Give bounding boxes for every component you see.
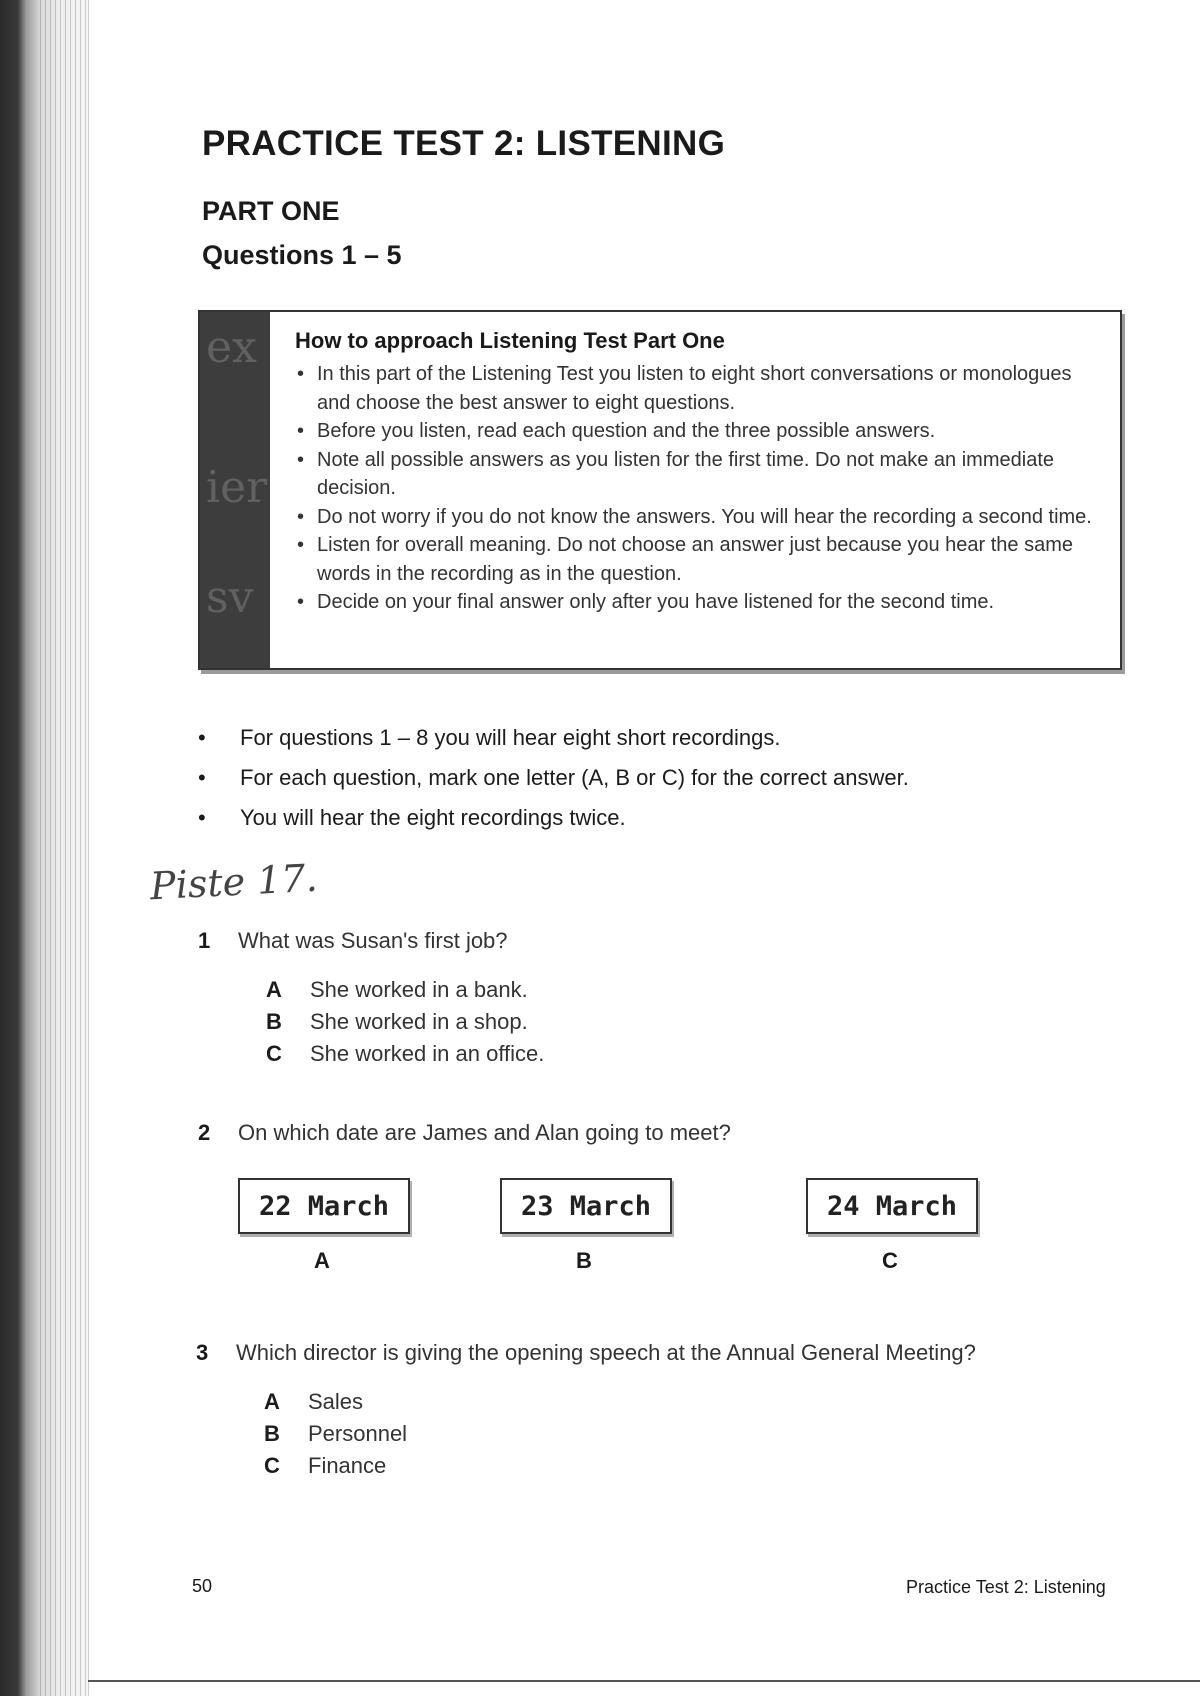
option-letter: C <box>264 1453 280 1478</box>
option-letter: A <box>266 977 282 1002</box>
question-number: 2 <box>198 1120 211 1145</box>
tip-box-decorative-stripe: ex ier sv <box>200 312 270 668</box>
tip-item: • Note all possible answers as you listen for the first time. Do not make an immediate decision. <box>295 446 1095 503</box>
part-heading: PART ONE <box>202 196 340 226</box>
option-letter: C <box>266 1041 282 1066</box>
date-option-letter: A <box>314 1248 330 1273</box>
option-text: Finance <box>308 1453 387 1478</box>
option[interactable] <box>264 1450 407 1482</box>
instructions-list <box>198 718 909 838</box>
option[interactable] <box>266 1006 544 1038</box>
date-option-letter: B <box>576 1248 592 1273</box>
question-options <box>264 1386 407 1482</box>
option-text: Sales <box>308 1389 364 1414</box>
date-option-letter: C <box>882 1248 898 1273</box>
tip-item: • Do not worry if you do not know the answers. You will hear the recording a second time. <box>295 503 1095 532</box>
page-stack-edges <box>40 0 88 1696</box>
option[interactable] <box>264 1418 407 1450</box>
tip-list <box>295 360 1095 617</box>
option-text: Personnel <box>308 1421 408 1446</box>
tip-item: • Before you listen, read each question and the three possible answers. <box>295 417 1095 446</box>
option[interactable] <box>266 1038 544 1070</box>
question-number: 1 <box>198 928 211 953</box>
date-option-box[interactable]: 24 March <box>806 1178 978 1234</box>
tip-item: • Decide on your final answer only after you have listened for the second time. <box>295 588 1095 617</box>
option-letter: A <box>264 1389 280 1414</box>
page-edge-line <box>88 0 89 1696</box>
question-number: 3 <box>196 1340 209 1365</box>
question-options <box>266 974 544 1070</box>
question-text: On which date are James and Alan going to meet? <box>238 1120 731 1145</box>
option-text: She worked in a shop. <box>310 1009 528 1034</box>
question-text: What was Susan's first job? <box>238 928 508 953</box>
option[interactable] <box>266 974 544 1006</box>
running-footer-title: Practice Test 2: Listening <box>906 1577 1106 1597</box>
option-text: She worked in a bank. <box>310 977 528 1002</box>
tip-item: • Listen for overall meaning. Do not choose an answer just because you hear the same words in the recording as in the question. <box>295 531 1095 588</box>
bottom-edge-line <box>88 1680 1200 1682</box>
page-title: PRACTICE TEST 2: LISTENING <box>202 124 726 163</box>
date-option-box[interactable]: 22 March <box>238 1178 410 1234</box>
instruction-item: • For questions 1 – 8 you will hear eight short recordings. <box>198 718 909 758</box>
page-number: 50 <box>192 1576 213 1596</box>
date-option-box[interactable]: 23 March <box>500 1178 672 1234</box>
option-text: She worked in an office. <box>310 1041 545 1066</box>
handwritten-note: Piste 17. <box>148 855 319 909</box>
instruction-item: • For each question, mark one letter (A, B or C) for the correct answer. <box>198 758 909 798</box>
option-letter: B <box>264 1421 280 1446</box>
question-range-heading: Questions 1 – 5 <box>202 240 402 270</box>
option-letter: B <box>266 1009 282 1034</box>
instruction-item: • You will hear the eight recordings twice. <box>198 798 909 838</box>
tip-box-heading: How to approach Listening Test Part One <box>295 328 725 353</box>
tip-box <box>198 310 1122 670</box>
option[interactable] <box>264 1386 407 1418</box>
question-text: Which director is giving the opening speech at the Annual General Meeting? <box>236 1340 976 1365</box>
tip-item: • In this part of the Listening Test you listen to eight short conversations or monologues and choose the best answer to eight questions. <box>295 360 1095 417</box>
